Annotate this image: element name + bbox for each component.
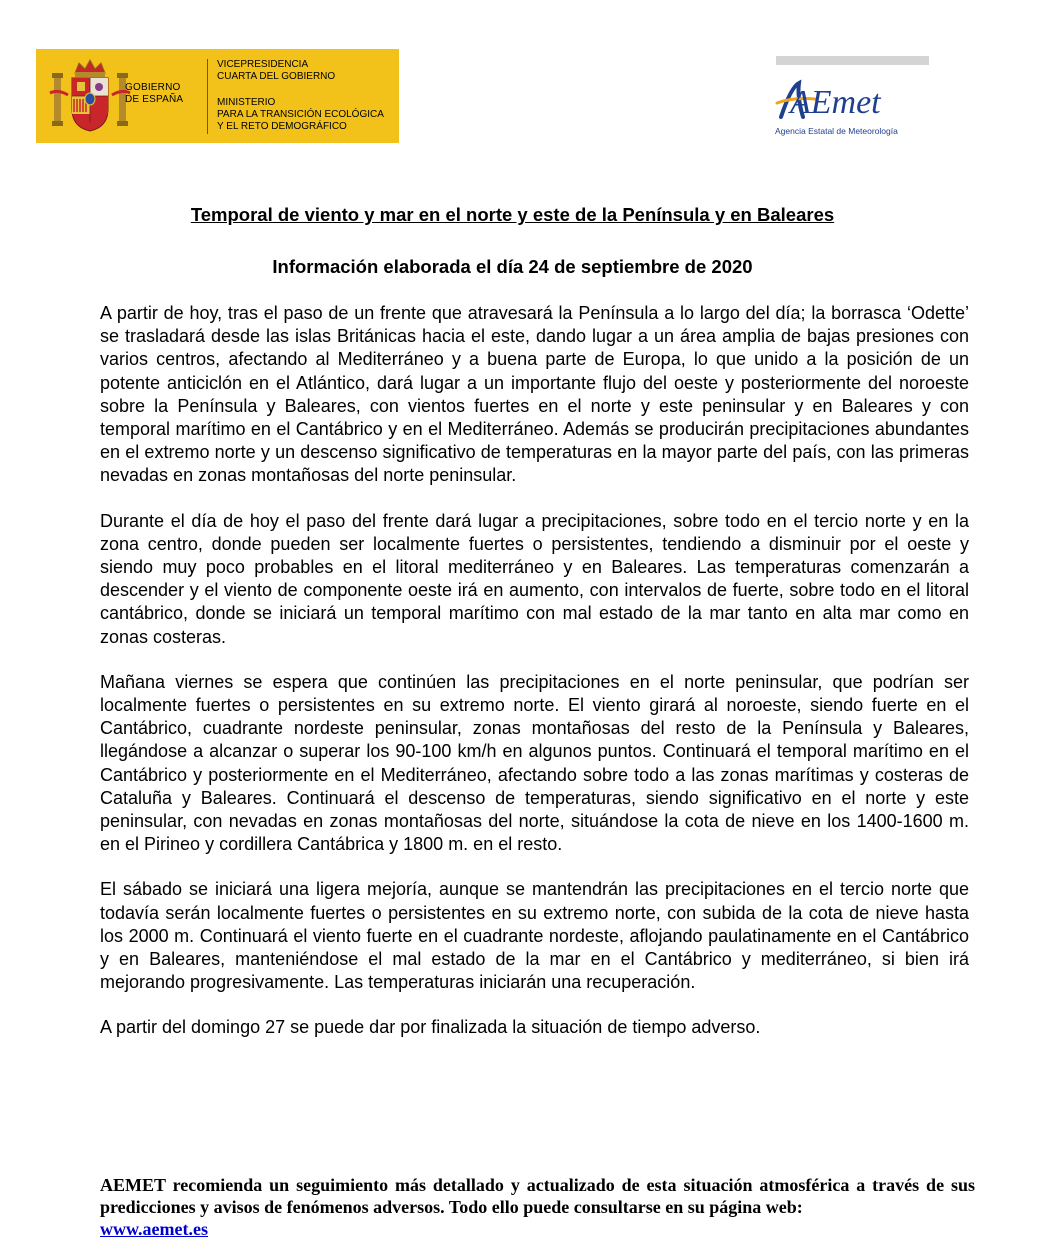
- ministry-line: PARA LA TRANSICIÓN ECOLÓGICA: [217, 109, 384, 120]
- coat-of-arms-icon: [48, 57, 132, 137]
- body-paragraph: Mañana viernes se espera que continúen las precipitaciones en el norte peninsular, que podrían ser localmente fuertes o persistentes en su extremo norte. El viento girará al noroeste, siendo fuerte en el Cantábrico, cuadrante nordeste peninsular, zonas montañosas del resto de la Península y Baleares, llegándose a alcanzar o superar los 90-100 km/h en algunos puntos. Continuará el temporal marítimo en el Cantábrico y posteriormente en el Mediterráneo, afectando sobre todo a las zonas marítimas y costeras de Cataluña y Baleares. Continuará el descenso de temperaturas, siendo significativo en el norte y este peninsular, con nevadas en zonas montañosas del norte, situándose la cota de nieve en los 1400-1600 m. en el Pirineo y cordillera Cantábrica y 1800 m. en el resto.: [100, 671, 969, 855]
- document-body: [100, 302, 969, 1062]
- footer-note: [100, 1174, 975, 1240]
- aemet-subtitle: Agencia Estatal de Meteorología: [775, 126, 898, 136]
- vicepresidency-line: CUARTA DEL GOBIERNO: [217, 71, 336, 82]
- document-subtitle: Información elaborada el día 24 de septiembre de 2020: [272, 256, 753, 277]
- logo-divider: [207, 59, 208, 134]
- government-name: [125, 82, 183, 106]
- aemet-header-bar: [776, 56, 929, 65]
- government-logo-block: [36, 49, 399, 143]
- vicepresidency-label: [217, 59, 335, 83]
- aemet-logo-wordmark: AEmet: [790, 84, 881, 121]
- aemet-website-link[interactable]: www.aemet.es: [100, 1219, 208, 1239]
- ministry-label: [217, 97, 384, 133]
- body-paragraph: A partir de hoy, tras el paso de un frente que atravesará la Península a lo largo del día; la borrasca ‘Odette’ se trasladará desde las islas Británicas hacia el este, dando lugar a un área amplia de bajas presiones con varios centros, afectando al Mediterráneo y a buena parte de Europa, lo que unido a la posición de un potente anticiclón en el Atlántico, dará lugar a un importante flujo del oeste y posteriormente del noroeste sobre la Península y Baleares, con vientos fuertes en el norte y este peninsular y en Baleares y con temporal marítimo en el Cantábrico y en el Mediterráneo. Además se producirán precipitaciones abundantes en el extremo norte y un descenso significativo de temperaturas en la mayor parte del país, con las primeras nevadas en zonas montañosas del norte peninsular.: [100, 303, 969, 486]
- government-name-line: GOBIERNO: [125, 82, 181, 93]
- footer-text: AEMET recomienda un seguimiento más detallado y actualizado de esta situación atmosférica a través de sus predicciones y avisos de fenómenos adversos. Todo ello puede consultarse en su página web:: [100, 1175, 975, 1217]
- ministry-line: Y EL RETO DEMOGRÁFICO: [217, 121, 347, 132]
- document-title: Temporal de viento y mar en el norte y este de la Península y en Baleares: [190, 204, 835, 225]
- ministry-line: MINISTERIO: [217, 97, 276, 108]
- body-paragraph: El sábado se iniciará una ligera mejoría, aunque se mantendrán las precipitaciones en el tercio norte que todavía serán localmente fuertes o persistentes en su extremo norte, con subida de la cota de nieve hasta los 2000 m. Continuará el viento fuerte en el cuadrante nordeste, aflojando paulatinamente en el Cantábrico y en Baleares, manteniéndose el mal estado de la mar en el Cantábrico y mediterráneo, si bien irá mejorando progresivamente. Las temperaturas iniciarán una recuperación.: [100, 879, 969, 993]
- body-paragraph: Durante el día de hoy el paso del frente dará lugar a precipitaciones, sobre todo en el tercio norte y en la zona centro, donde pueden ser localmente fuertes o persistentes, tendiendo a disminuir por el oeste y siendo muy poco probables en el litoral mediterráneo y en Baleares. Las temperaturas comenzarán a descender y el viento de componente oeste irá en aumento, con intervalos de fuerte, sobre todo en el litoral cantábrico, donde se iniciará un temporal marítimo con mal estado de la mar tanto en alta mar como en zonas costeras.: [100, 510, 969, 647]
- government-name-line: DE ESPAÑA: [125, 94, 184, 105]
- aemet-logo: [775, 77, 915, 122]
- body-paragraph: A partir del domingo 27 se puede dar por finalizada la situación de tiempo adverso.: [100, 1017, 761, 1038]
- vicepresidency-line: VICEPRESIDENCIA: [217, 59, 309, 70]
